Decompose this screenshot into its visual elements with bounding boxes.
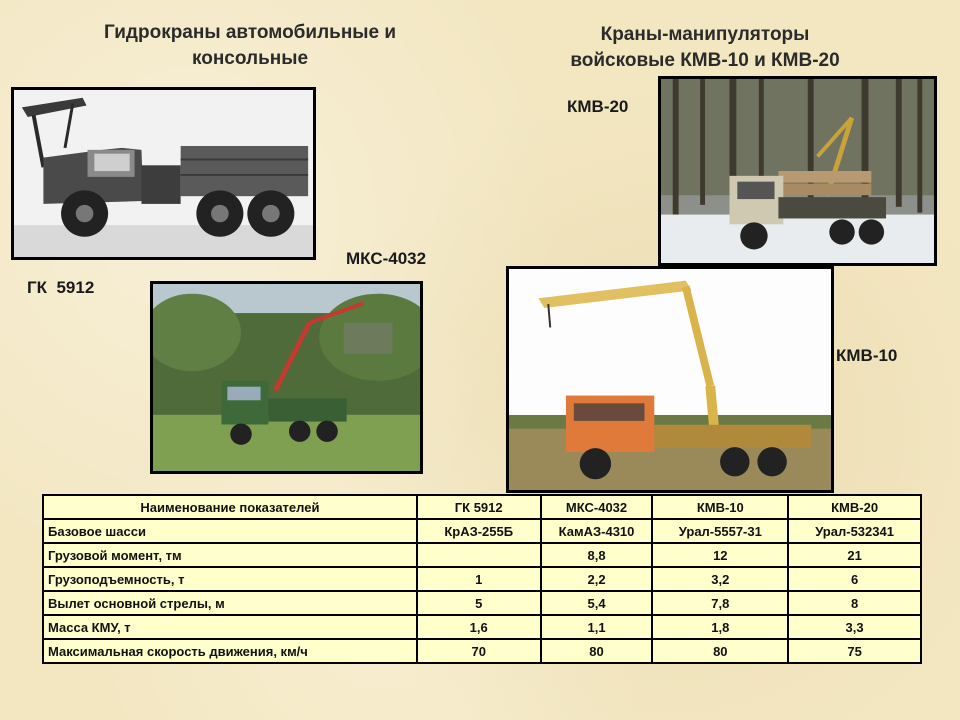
cell-gk5912: 5 bbox=[417, 591, 541, 615]
cell-mks4032: 80 bbox=[541, 639, 653, 663]
header-mks4032: МКС-4032 bbox=[541, 495, 653, 519]
cell-gk5912: 1 bbox=[417, 567, 541, 591]
caption-gk5912: ГК 5912 bbox=[27, 278, 95, 297]
spec-table bbox=[42, 494, 922, 664]
right-heading-line-1: Краны-манипуляторы bbox=[600, 24, 810, 45]
cell-kmv20: 75 bbox=[788, 639, 921, 663]
table-row bbox=[43, 591, 921, 615]
table-row bbox=[43, 543, 921, 567]
cell-kmv20: 3,3 bbox=[788, 615, 921, 639]
row-label: Вылет основной стрелы, м bbox=[43, 591, 417, 615]
left-heading-line-2: консольные bbox=[191, 48, 309, 69]
row-label: Базовое шасси bbox=[43, 519, 417, 543]
table-header-row bbox=[43, 495, 921, 519]
left-heading bbox=[40, 20, 460, 72]
row-label: Максимальная скорость движения, км/ч bbox=[43, 639, 417, 663]
cell-mks4032: КамАЗ-4310 bbox=[541, 519, 653, 543]
row-label: Грузоподъемность, т bbox=[43, 567, 417, 591]
cell-gk5912: КрАЗ-255Б bbox=[417, 519, 541, 543]
cell-gk5912: 1,6 bbox=[417, 615, 541, 639]
cell-kmv20: Урал-532341 bbox=[788, 519, 921, 543]
cell-gk5912 bbox=[417, 543, 541, 567]
table-row bbox=[43, 639, 921, 663]
caption-kmv20: КМВ-20 bbox=[567, 97, 629, 116]
cell-kmv10: Урал-5557-31 bbox=[652, 519, 788, 543]
header-gk5912: ГК 5912 bbox=[417, 495, 541, 519]
row-label: Грузовой момент, тм bbox=[43, 543, 417, 567]
cell-gk5912: 70 bbox=[417, 639, 541, 663]
cell-kmv20: 6 bbox=[788, 567, 921, 591]
cell-mks4032: 2,2 bbox=[541, 567, 653, 591]
header-kmv20: КМВ-20 bbox=[788, 495, 921, 519]
cell-mks4032: 8,8 bbox=[541, 543, 653, 567]
cell-mks4032: 5,4 bbox=[541, 591, 653, 615]
photo-mks4032 bbox=[150, 281, 423, 474]
table-row bbox=[43, 567, 921, 591]
table-row bbox=[43, 615, 921, 639]
cell-kmv20: 8 bbox=[788, 591, 921, 615]
row-label: Масса КМУ, т bbox=[43, 615, 417, 639]
cell-kmv10: 3,2 bbox=[652, 567, 788, 591]
right-heading bbox=[500, 22, 910, 74]
cell-kmv10: 1,8 bbox=[652, 615, 788, 639]
cell-kmv10: 80 bbox=[652, 639, 788, 663]
cell-kmv20: 21 bbox=[788, 543, 921, 567]
left-heading-line-1: Гидрокраны автомобильные и bbox=[103, 22, 397, 43]
cell-mks4032: 1,1 bbox=[541, 615, 653, 639]
photo-gk5912 bbox=[11, 87, 316, 260]
cell-kmv10: 12 bbox=[652, 543, 788, 567]
photo-kmv20 bbox=[658, 76, 937, 266]
caption-mks4032: МКС-4032 bbox=[346, 249, 427, 268]
right-heading-line-2: войсковые КМВ-10 и КМВ-20 bbox=[570, 50, 840, 71]
cell-kmv10: 7,8 bbox=[652, 591, 788, 615]
caption-kmv10: КМВ-10 bbox=[836, 346, 898, 365]
table-row bbox=[43, 519, 921, 543]
header-kmv10: КМВ-10 bbox=[652, 495, 788, 519]
header-name: Наименование показателей bbox=[43, 495, 417, 519]
photo-kmv10 bbox=[506, 266, 834, 493]
